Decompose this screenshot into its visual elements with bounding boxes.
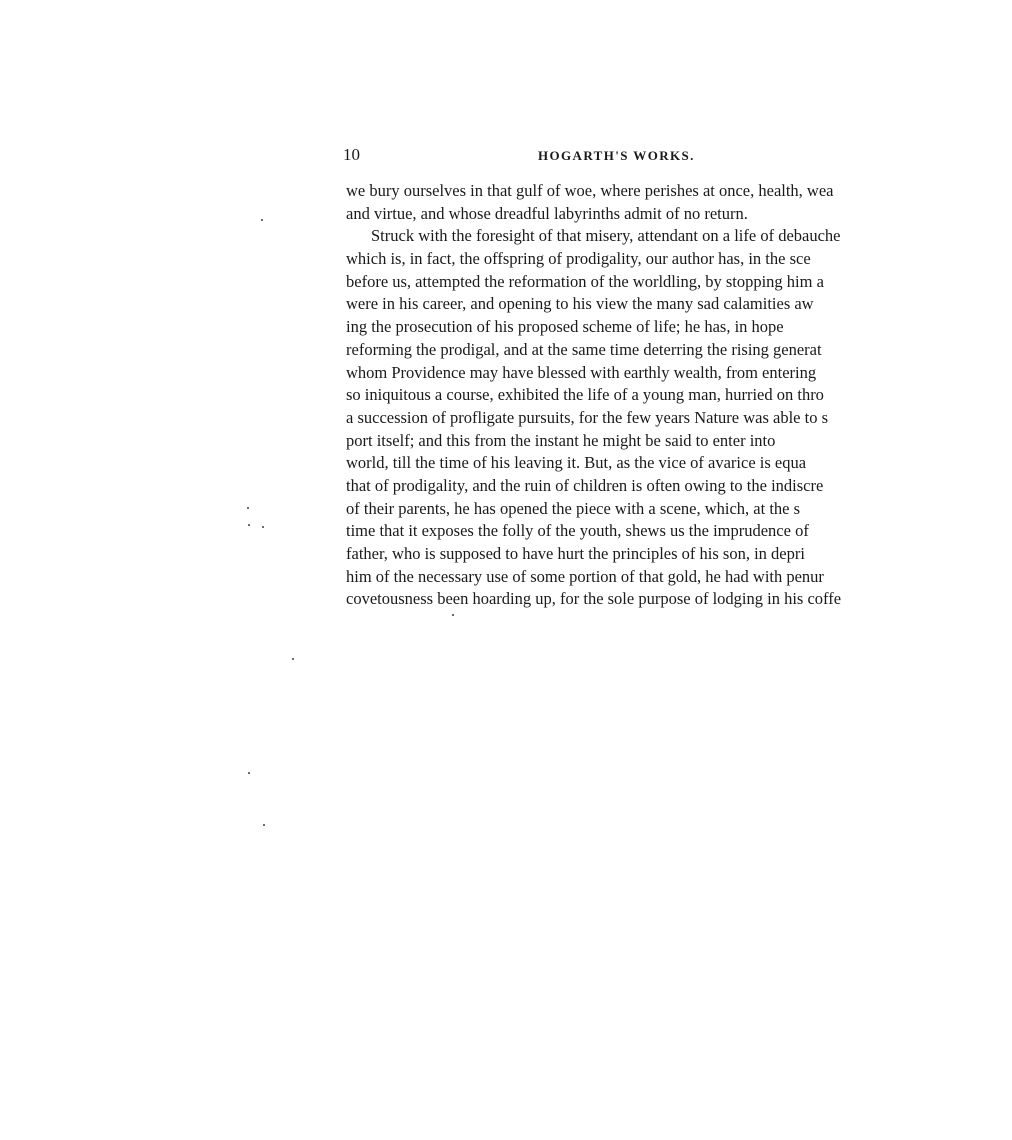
text-line: covetousness been hoarding up, for the sole purpose of lodging in his coffe	[346, 589, 842, 609]
running-head: HOGARTH'S WORKS.	[538, 148, 695, 163]
text-line: port itself; and this from the instant he might be said to enter into	[346, 430, 776, 450]
scan-speck	[261, 219, 263, 221]
scan-speck	[292, 658, 294, 660]
text-line: and virtue, and whose dreadful labyrinths admit of no return.	[346, 203, 748, 223]
text-line: were in his career, and opening to his view the many sad calamities aw	[346, 294, 814, 314]
text-line: a succession of profligate pursuits, for the few years Nature was able to s	[346, 407, 829, 427]
page-header	[343, 144, 723, 166]
text-line: that of prodigality, and the ruin of children is often owing to the indiscre	[346, 475, 824, 495]
text-line: which is, in fact, the offspring of prodigality, our author has, in the sce	[346, 249, 811, 269]
text-line: we bury ourselves in that gulf of woe, where perishes at once, health, wea	[346, 181, 834, 200]
scan-speck	[262, 526, 264, 528]
text-line: him of the necessary use of some portion of that gold, he had with penur	[346, 566, 824, 586]
scan-speck	[263, 824, 265, 826]
text-line: of their parents, he has opened the piece with a scene, which, at the s	[346, 498, 801, 518]
page-number: 10	[343, 145, 360, 164]
text-line: father, who is supposed to have hurt the principles of his son, in depri	[346, 544, 805, 563]
scan-speck	[452, 614, 454, 616]
paragraph-start-line: Struck with the foresight of that misery, attendant on a life of debauche	[371, 226, 841, 246]
text-line: so iniquitous a course, exhibited the life of a young man, hurried on thro	[346, 385, 824, 405]
text-line: time that it exposes the folly of the youth, shews us the imprudence of	[346, 521, 809, 541]
body-text	[346, 180, 894, 611]
scan-speck	[248, 772, 250, 774]
scan-speck	[247, 507, 249, 509]
text-line: before us, attempted the reformation of the worldling, by stopping him a	[346, 271, 824, 291]
text-line: world, till the time of his leaving it. But, as the vice of avarice is equa	[346, 453, 807, 473]
text-line: whom Providence may have blessed with earthly wealth, from entering	[346, 362, 817, 382]
scan-speck	[248, 524, 250, 526]
text-line: reforming the prodigal, and at the same time deterring the rising generat	[346, 339, 822, 359]
text-line: ing the prosecution of his proposed scheme of life; he has, in hope	[346, 317, 784, 337]
